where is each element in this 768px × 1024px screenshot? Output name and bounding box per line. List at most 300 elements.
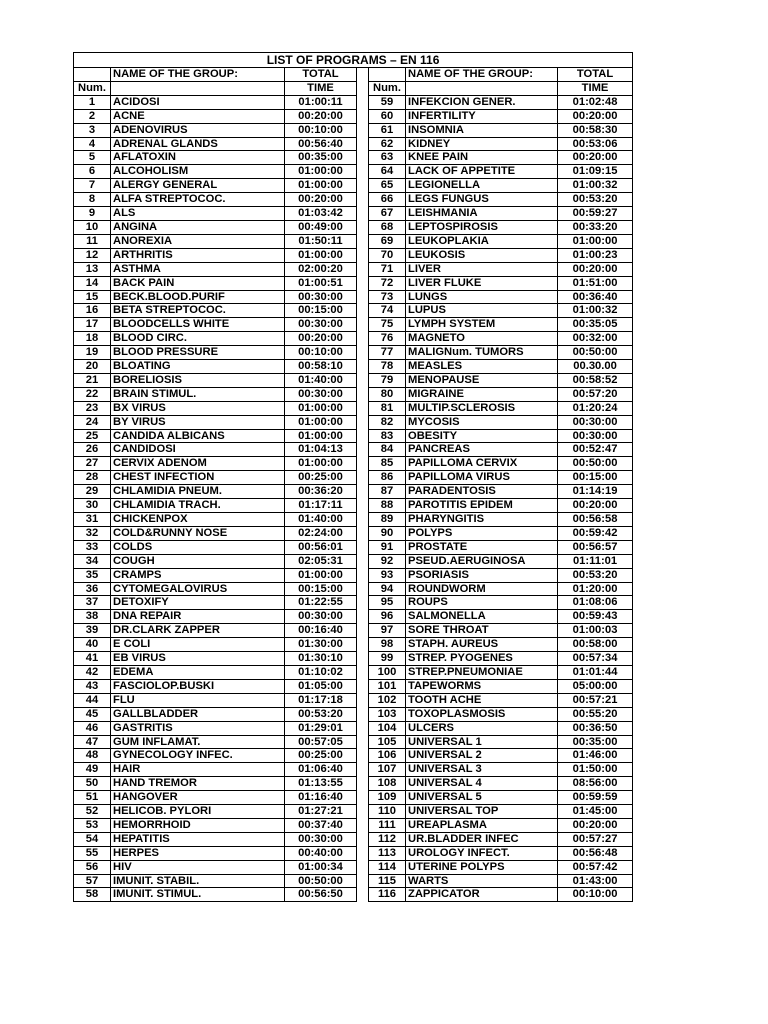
table-row xyxy=(74,248,633,262)
table-row xyxy=(74,304,633,318)
left-num: 24 xyxy=(74,415,111,429)
column-gap xyxy=(357,179,369,193)
right-time: 01:00:03 xyxy=(558,624,633,638)
right-time: 00:53:20 xyxy=(558,193,633,207)
column-gap xyxy=(357,109,369,123)
right-num: 59 xyxy=(369,95,406,109)
left-name: CRAMPS xyxy=(111,568,285,582)
column-gap xyxy=(357,262,369,276)
left-name: BLOODCELLS WHITE xyxy=(111,318,285,332)
left-time: 00:49:00 xyxy=(285,220,357,234)
left-num: 19 xyxy=(74,346,111,360)
left-time: 01:13:55 xyxy=(285,777,357,791)
right-time: 00:57:20 xyxy=(558,387,633,401)
right-time: 00:30:00 xyxy=(558,415,633,429)
right-num: 100 xyxy=(369,665,406,679)
left-name: CHLAMIDIA TRACH. xyxy=(111,499,285,513)
left-num: 26 xyxy=(74,443,111,457)
left-name: ACNE xyxy=(111,109,285,123)
left-num: 42 xyxy=(74,665,111,679)
left-num: 49 xyxy=(74,763,111,777)
left-name: ARTHRITIS xyxy=(111,248,285,262)
program-list-sheet xyxy=(73,52,632,902)
table-row xyxy=(74,360,633,374)
left-num: 9 xyxy=(74,207,111,221)
right-time: 00:58:30 xyxy=(558,123,633,137)
left-time: 01:29:01 xyxy=(285,721,357,735)
right-name: LEPTOSPIROSIS xyxy=(406,220,558,234)
right-time: 00:50:00 xyxy=(558,346,633,360)
right-num: 91 xyxy=(369,540,406,554)
left-name: CANDIDOSI xyxy=(111,443,285,457)
column-gap xyxy=(357,805,369,819)
right-name: STREP. PYOGENES xyxy=(406,652,558,666)
table-row xyxy=(74,596,633,610)
left-time: 01:00:00 xyxy=(285,248,357,262)
left-num: 44 xyxy=(74,693,111,707)
table-row xyxy=(74,610,633,624)
column-gap xyxy=(357,860,369,874)
left-name: ALCOHOLISM xyxy=(111,165,285,179)
left-time: 01:22:55 xyxy=(285,596,357,610)
right-time: 00:57:42 xyxy=(558,860,633,874)
right-time: 00:59:59 xyxy=(558,791,633,805)
left-name: HEMORRHOID xyxy=(111,818,285,832)
column-gap xyxy=(357,679,369,693)
table-row xyxy=(74,846,633,860)
left-time: 01:00:00 xyxy=(285,415,357,429)
right-num: 109 xyxy=(369,791,406,805)
left-name: HELICOB. PYLORI xyxy=(111,805,285,819)
right-name: UNIVERSAL 4 xyxy=(406,777,558,791)
column-gap xyxy=(357,582,369,596)
right-num: 94 xyxy=(369,582,406,596)
table-row xyxy=(74,401,633,415)
right-name: ZAPPICATOR xyxy=(406,888,558,902)
right-num: 63 xyxy=(369,151,406,165)
right-name: LIVER FLUKE xyxy=(406,276,558,290)
left-num: 15 xyxy=(74,290,111,304)
table-row xyxy=(74,888,633,902)
right-name: UROLOGY INFECT. xyxy=(406,846,558,860)
right-name: LEGS FUNGUS xyxy=(406,193,558,207)
right-name: KNEE PAIN xyxy=(406,151,558,165)
left-num: 40 xyxy=(74,638,111,652)
right-num: 106 xyxy=(369,749,406,763)
left-name: CHICKENPOX xyxy=(111,513,285,527)
left-time: 00:53:20 xyxy=(285,707,357,721)
left-time: 00:40:00 xyxy=(285,846,357,860)
column-gap xyxy=(357,763,369,777)
table-row xyxy=(74,318,633,332)
left-time: 00:10:00 xyxy=(285,346,357,360)
left-num: 3 xyxy=(74,123,111,137)
header-num-left: Num. xyxy=(74,81,111,95)
column-gap xyxy=(357,707,369,721)
table-row xyxy=(74,151,633,165)
left-time: 01:00:00 xyxy=(285,457,357,471)
right-name: ULCERS xyxy=(406,721,558,735)
left-time: 01:17:18 xyxy=(285,693,357,707)
right-name: MEASLES xyxy=(406,360,558,374)
table-row xyxy=(74,332,633,346)
left-name: DETOXIFY xyxy=(111,596,285,610)
left-time: 01:40:00 xyxy=(285,373,357,387)
left-name: BLOOD CIRC. xyxy=(111,332,285,346)
right-name: LUNGS xyxy=(406,290,558,304)
left-time: 01:06:40 xyxy=(285,763,357,777)
column-gap xyxy=(357,443,369,457)
column-gap xyxy=(357,485,369,499)
left-time: 01:00:00 xyxy=(285,568,357,582)
right-time: 01:00:32 xyxy=(558,179,633,193)
column-gap xyxy=(357,652,369,666)
right-name: SALMONELLA xyxy=(406,610,558,624)
right-time: 00:58:00 xyxy=(558,638,633,652)
left-name: DR.CLARK ZAPPER xyxy=(111,624,285,638)
left-name: BY VIRUS xyxy=(111,415,285,429)
left-name: GYNECOLOGY INFEC. xyxy=(111,749,285,763)
right-name: MALIGNum. TUMORS xyxy=(406,346,558,360)
left-time: 00:10:00 xyxy=(285,123,357,137)
left-time: 01:00:34 xyxy=(285,860,357,874)
right-name: UREAPLASMA xyxy=(406,818,558,832)
right-num: 67 xyxy=(369,207,406,221)
left-name: BLOOD PRESSURE xyxy=(111,346,285,360)
column-gap xyxy=(357,332,369,346)
right-num: 111 xyxy=(369,818,406,832)
right-time: 01:00:23 xyxy=(558,248,633,262)
left-num: 6 xyxy=(74,165,111,179)
header-row-1 xyxy=(74,68,633,82)
left-num: 4 xyxy=(74,137,111,151)
left-time: 00:20:00 xyxy=(285,193,357,207)
left-num: 39 xyxy=(74,624,111,638)
table-row xyxy=(74,763,633,777)
right-time: 01:46:00 xyxy=(558,749,633,763)
column-gap xyxy=(357,220,369,234)
right-time: 01:43:00 xyxy=(558,874,633,888)
left-name: E COLI xyxy=(111,638,285,652)
header-total-right: TOTAL xyxy=(558,68,633,82)
right-time: 00:56:57 xyxy=(558,540,633,554)
right-num: 82 xyxy=(369,415,406,429)
right-time: 00:53:20 xyxy=(558,568,633,582)
right-time: 01:14:19 xyxy=(558,485,633,499)
column-gap xyxy=(357,68,369,82)
left-num: 56 xyxy=(74,860,111,874)
right-time: 00:59:27 xyxy=(558,207,633,221)
left-name: CHLAMIDIA PNEUM. xyxy=(111,485,285,499)
column-gap xyxy=(357,735,369,749)
right-name: LUPUS xyxy=(406,304,558,318)
left-time: 01:30:10 xyxy=(285,652,357,666)
page-title: LIST OF PROGRAMS – EN 116 xyxy=(74,53,633,68)
table-row xyxy=(74,568,633,582)
table-row xyxy=(74,485,633,499)
right-num: 75 xyxy=(369,318,406,332)
right-num: 86 xyxy=(369,471,406,485)
left-num: 54 xyxy=(74,832,111,846)
right-num: 87 xyxy=(369,485,406,499)
right-time: 01:02:48 xyxy=(558,95,633,109)
table-row xyxy=(74,95,633,109)
left-num: 29 xyxy=(74,485,111,499)
left-time: 01:00:11 xyxy=(285,95,357,109)
right-num: 71 xyxy=(369,262,406,276)
right-time: 00:55:20 xyxy=(558,707,633,721)
left-num: 21 xyxy=(74,373,111,387)
column-gap xyxy=(357,513,369,527)
left-num: 45 xyxy=(74,707,111,721)
left-time: 02:00:20 xyxy=(285,262,357,276)
left-time: 01:00:51 xyxy=(285,276,357,290)
right-num: 104 xyxy=(369,721,406,735)
column-gap xyxy=(357,471,369,485)
right-num: 72 xyxy=(369,276,406,290)
table-row xyxy=(74,777,633,791)
right-name: UNIVERSAL 2 xyxy=(406,749,558,763)
left-name: HERPES xyxy=(111,846,285,860)
right-name: PAPILLOMA CERVIX xyxy=(406,457,558,471)
left-time: 00:25:00 xyxy=(285,471,357,485)
table-row xyxy=(74,652,633,666)
table-row xyxy=(74,137,633,151)
right-time: 05:00:00 xyxy=(558,679,633,693)
right-name: PAROTITIS EPIDEM xyxy=(406,499,558,513)
table-row xyxy=(74,457,633,471)
right-name: INFERTILITY xyxy=(406,109,558,123)
left-name: CERVIX ADENOM xyxy=(111,457,285,471)
column-gap xyxy=(357,832,369,846)
left-num: 23 xyxy=(74,401,111,415)
right-name: UTERINE POLYPS xyxy=(406,860,558,874)
header-num-right: Num. xyxy=(369,81,406,95)
right-time: 00:20:00 xyxy=(558,262,633,276)
right-name: LYMPH SYSTEM xyxy=(406,318,558,332)
left-name: HIV xyxy=(111,860,285,874)
right-name: PARADENTOSIS xyxy=(406,485,558,499)
column-gap xyxy=(357,874,369,888)
table-row xyxy=(74,123,633,137)
left-num: 2 xyxy=(74,109,111,123)
right-name: LACK OF APPETITE xyxy=(406,165,558,179)
right-num: 69 xyxy=(369,234,406,248)
table-row xyxy=(74,290,633,304)
left-num: 50 xyxy=(74,777,111,791)
table-row xyxy=(74,791,633,805)
right-num: 74 xyxy=(369,304,406,318)
right-name: POLYPS xyxy=(406,526,558,540)
right-num: 65 xyxy=(369,179,406,193)
left-num: 36 xyxy=(74,582,111,596)
left-time: 00:58:10 xyxy=(285,360,357,374)
right-name: PSEUD.AERUGINOSA xyxy=(406,554,558,568)
left-time: 00:20:00 xyxy=(285,109,357,123)
table-row xyxy=(74,234,633,248)
right-time: 00:30:00 xyxy=(558,429,633,443)
right-num: 92 xyxy=(369,554,406,568)
left-name: BORELIOSIS xyxy=(111,373,285,387)
left-name: GALLBLADDER xyxy=(111,707,285,721)
left-time: 00:20:00 xyxy=(285,332,357,346)
right-num: 113 xyxy=(369,846,406,860)
left-time: 01:00:00 xyxy=(285,165,357,179)
column-gap xyxy=(357,888,369,902)
right-num: 93 xyxy=(369,568,406,582)
column-gap xyxy=(357,429,369,443)
table-row xyxy=(74,554,633,568)
left-num: 16 xyxy=(74,304,111,318)
left-name: HEPATITIS xyxy=(111,832,285,846)
left-num: 37 xyxy=(74,596,111,610)
left-name: ADRENAL GLANDS xyxy=(111,137,285,151)
right-name: UNIVERSAL 1 xyxy=(406,735,558,749)
left-time: 00:30:00 xyxy=(285,832,357,846)
column-gap xyxy=(357,596,369,610)
left-time: 00:16:40 xyxy=(285,624,357,638)
right-num: 60 xyxy=(369,109,406,123)
left-num: 25 xyxy=(74,429,111,443)
right-time: 01:50:00 xyxy=(558,763,633,777)
table-row xyxy=(74,373,633,387)
program-rows xyxy=(74,95,633,902)
column-gap xyxy=(357,373,369,387)
right-time: 00:53:06 xyxy=(558,137,633,151)
left-time: 01:16:40 xyxy=(285,791,357,805)
right-num: 80 xyxy=(369,387,406,401)
right-name: UR.BLADDER INFEC xyxy=(406,832,558,846)
column-gap xyxy=(357,540,369,554)
column-gap xyxy=(357,818,369,832)
table-row xyxy=(74,860,633,874)
right-time: 00:20:00 xyxy=(558,818,633,832)
left-name: ASTHMA xyxy=(111,262,285,276)
left-time: 00:15:00 xyxy=(285,582,357,596)
header-blank-right xyxy=(369,68,406,82)
right-name: LEUKOPLAKIA xyxy=(406,234,558,248)
right-time: 01:00:00 xyxy=(558,234,633,248)
left-time: 01:05:00 xyxy=(285,679,357,693)
table-row xyxy=(74,526,633,540)
table-row xyxy=(74,513,633,527)
left-name: EDEMA xyxy=(111,665,285,679)
left-num: 20 xyxy=(74,360,111,374)
right-time: 01:11:01 xyxy=(558,554,633,568)
left-name: GUM INFLAMAT. xyxy=(111,735,285,749)
left-num: 28 xyxy=(74,471,111,485)
right-time: 01:45:00 xyxy=(558,805,633,819)
left-num: 8 xyxy=(74,193,111,207)
left-name: ADENOVIRUS xyxy=(111,123,285,137)
left-time: 00:30:00 xyxy=(285,290,357,304)
right-time: 00:56:48 xyxy=(558,846,633,860)
left-num: 58 xyxy=(74,888,111,902)
left-name: ANOREXIA xyxy=(111,234,285,248)
left-name: COLD&RUNNY NOSE xyxy=(111,526,285,540)
right-name: INFEKCION GENER. xyxy=(406,95,558,109)
left-time: 01:27:21 xyxy=(285,805,357,819)
left-time: 01:00:00 xyxy=(285,429,357,443)
left-name: HAIR xyxy=(111,763,285,777)
table-row xyxy=(74,387,633,401)
left-time: 00:30:00 xyxy=(285,318,357,332)
left-num: 5 xyxy=(74,151,111,165)
right-num: 112 xyxy=(369,832,406,846)
left-name: ALS xyxy=(111,207,285,221)
table-row xyxy=(74,179,633,193)
left-time: 00:30:00 xyxy=(285,387,357,401)
column-gap xyxy=(357,234,369,248)
right-name: MAGNETO xyxy=(406,332,558,346)
right-name: PAPILLOMA VIRUS xyxy=(406,471,558,485)
right-num: 68 xyxy=(369,220,406,234)
left-name: ALFA STREPTOCOC. xyxy=(111,193,285,207)
left-time: 01:03:42 xyxy=(285,207,357,221)
header-blank-name-left xyxy=(111,81,285,95)
right-name: PROSTATE xyxy=(406,540,558,554)
left-name: HANGOVER xyxy=(111,791,285,805)
header-name-left: NAME OF THE GROUP: xyxy=(111,68,285,82)
column-gap xyxy=(357,401,369,415)
left-name: BETA STREPTOCOC. xyxy=(111,304,285,318)
left-name: BACK PAIN xyxy=(111,276,285,290)
column-gap xyxy=(357,624,369,638)
column-gap xyxy=(357,360,369,374)
right-time: 00:50:00 xyxy=(558,457,633,471)
column-gap xyxy=(357,207,369,221)
right-time: 00:32:00 xyxy=(558,332,633,346)
right-num: 77 xyxy=(369,346,406,360)
left-time: 00:36:20 xyxy=(285,485,357,499)
column-gap xyxy=(357,415,369,429)
left-name: BLOATING xyxy=(111,360,285,374)
right-time: 00:36:40 xyxy=(558,290,633,304)
right-name: KIDNEY xyxy=(406,137,558,151)
right-num: 61 xyxy=(369,123,406,137)
left-num: 18 xyxy=(74,332,111,346)
table-row xyxy=(74,540,633,554)
left-time: 02:05:31 xyxy=(285,554,357,568)
right-name: TAPEWORMS xyxy=(406,679,558,693)
right-name: LEGIONELLA xyxy=(406,179,558,193)
table-row xyxy=(74,346,633,360)
right-name: MYCOSIS xyxy=(406,415,558,429)
right-num: 99 xyxy=(369,652,406,666)
left-name: ANGINA xyxy=(111,220,285,234)
column-gap xyxy=(357,346,369,360)
column-gap xyxy=(357,791,369,805)
right-num: 66 xyxy=(369,193,406,207)
right-name: MIGRAINE xyxy=(406,387,558,401)
column-gap xyxy=(357,638,369,652)
right-name: ROUPS xyxy=(406,596,558,610)
table-row xyxy=(74,693,633,707)
right-time: 00:57:34 xyxy=(558,652,633,666)
right-num: 79 xyxy=(369,373,406,387)
right-name: PANCREAS xyxy=(406,443,558,457)
header-blank-left xyxy=(74,68,111,82)
right-name: WARTS xyxy=(406,874,558,888)
right-time: 01:01:44 xyxy=(558,665,633,679)
left-time: 01:04:13 xyxy=(285,443,357,457)
left-num: 13 xyxy=(74,262,111,276)
right-name: STREP.PNEUMONIAE xyxy=(406,665,558,679)
left-num: 41 xyxy=(74,652,111,666)
table-row xyxy=(74,749,633,763)
header-total-left: TOTAL xyxy=(285,68,357,82)
header-time-right: TIME xyxy=(558,81,633,95)
